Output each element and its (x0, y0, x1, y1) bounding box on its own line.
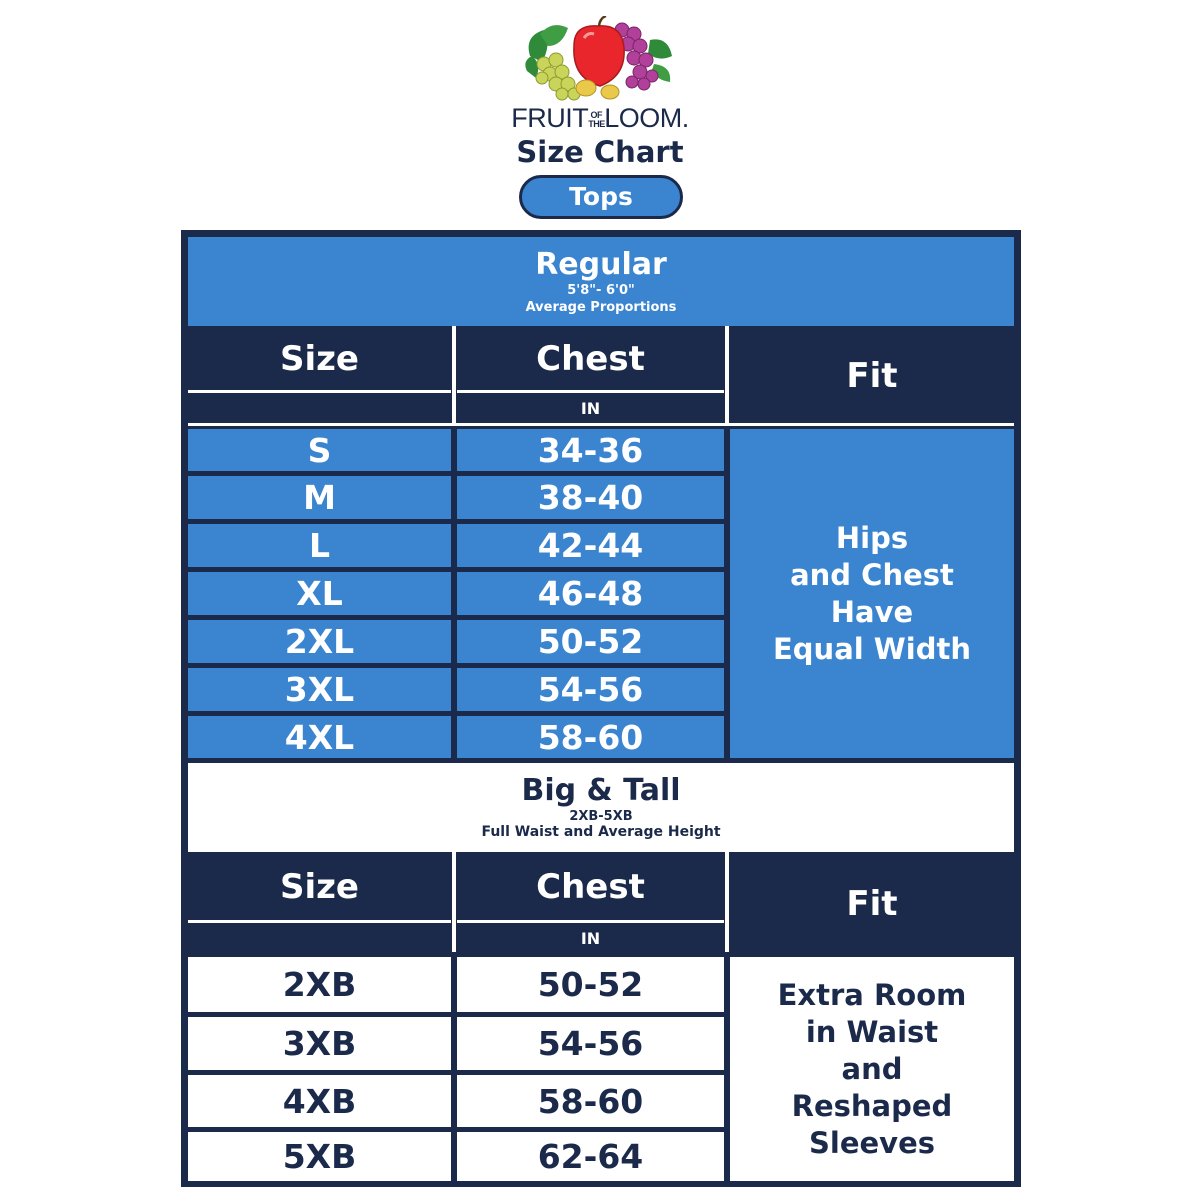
regular-chest-cell: 50-52 (457, 620, 724, 663)
page-title: Size Chart (516, 135, 684, 169)
big-tall-section-header (188, 763, 1014, 852)
regular-height: 5'8"- 6'0" (567, 282, 635, 298)
big-tall-size-header: Size (188, 856, 451, 918)
regular-chest-cell: 42-44 (457, 524, 724, 567)
regular-chest-cell: 46-48 (457, 572, 724, 615)
regular-size-cell: M (188, 476, 451, 519)
regular-title: Regular (535, 246, 667, 282)
big-tall-fit-line: in Waist (805, 1014, 939, 1049)
brand-right: LOOM. (604, 103, 689, 133)
big-tall-chest-unit: IN (457, 925, 724, 952)
fruit-of-the-loom-logo-icon (522, 16, 674, 106)
brand-left: FRUIT (511, 103, 589, 133)
big-tall-chest-cell: 58-60 (457, 1075, 724, 1127)
regular-size-cell: 3XL (188, 668, 451, 711)
regular-chest-unit: IN (457, 395, 724, 422)
big-tall-header-divider (457, 920, 724, 923)
big-tall-column-divider (725, 852, 729, 952)
big-tall-fit-header: Fit (730, 856, 1014, 952)
big-tall-fit-line: Sleeves (809, 1125, 935, 1160)
big-tall-chest-cell: 54-56 (457, 1017, 724, 1070)
big-tall-chest-header: Chest (457, 856, 724, 918)
regular-header-bottom (188, 423, 1014, 426)
regular-size-header: Size (188, 330, 451, 388)
big-tall-description: Full Waist and Average Height (481, 824, 721, 841)
regular-description: Average Proportions (525, 300, 677, 315)
big-tall-range: 2XB-5XB (569, 809, 633, 825)
regular-size-cell: XL (188, 572, 451, 615)
regular-fit-description (730, 429, 1014, 758)
regular-fit-line: and Chest (790, 557, 954, 592)
regular-section-header (188, 237, 1014, 326)
size-chart-table (181, 230, 1021, 1187)
big-tall-size-cell: 3XB (188, 1017, 451, 1070)
big-tall-size-cell: 4XB (188, 1075, 451, 1127)
big-tall-chest-cell: 50-52 (457, 957, 724, 1012)
regular-size-cell: S (188, 429, 451, 471)
big-tall-size-cell: 2XB (188, 957, 451, 1012)
big-tall-column-divider (452, 852, 456, 952)
big-tall-fit-line: and (841, 1051, 903, 1086)
regular-chest-header: Chest (457, 330, 724, 388)
regular-fit-line: Have (830, 594, 914, 629)
regular-size-cell: L (188, 524, 451, 567)
brand-wordmark (490, 103, 710, 134)
regular-chest-cell: 58-60 (457, 716, 724, 758)
big-tall-fit-line: Extra Room (777, 977, 967, 1012)
regular-column-divider (452, 326, 456, 423)
regular-chest-cell: 54-56 (457, 668, 724, 711)
big-tall-size-cell: 5XB (188, 1132, 451, 1181)
regular-fit-header: Fit (730, 330, 1014, 422)
brand-of-the: OF THE (588, 109, 605, 129)
regular-size-cell: 4XL (188, 716, 451, 758)
category-pill: Tops (519, 175, 683, 219)
regular-column-divider (725, 326, 729, 423)
big-tall-fit-description (730, 957, 1014, 1181)
regular-header-divider (188, 390, 451, 393)
regular-header-divider (457, 390, 724, 393)
big-tall-chest-cell: 62-64 (457, 1132, 724, 1181)
regular-chest-cell: 38-40 (457, 476, 724, 519)
regular-fit-line: Equal Width (772, 631, 971, 666)
big-tall-fit-line: Reshaped (791, 1088, 953, 1123)
big-tall-header-divider (188, 920, 451, 923)
big-tall-title: Big & Tall (521, 773, 681, 809)
regular-chest-cell: 34-36 (457, 429, 724, 471)
regular-fit-line: Hips (835, 520, 909, 555)
regular-size-cell: 2XL (188, 620, 451, 663)
